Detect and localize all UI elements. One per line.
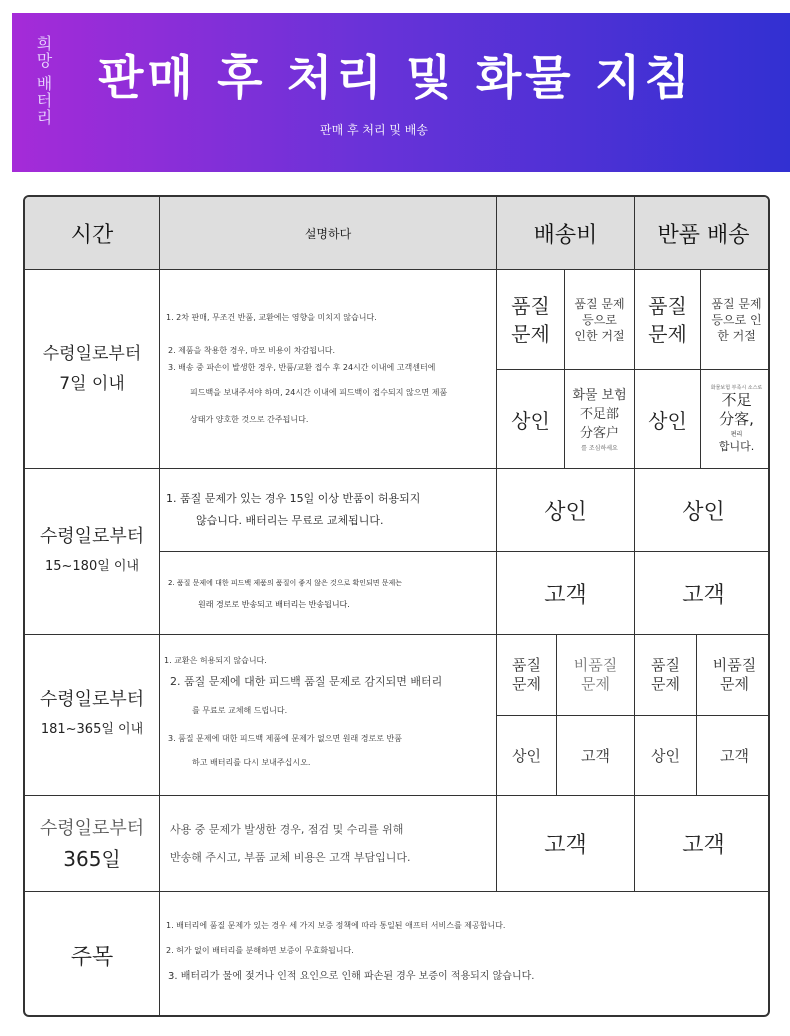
desc-line: 1. 품질 문제가 있는 경우 15일 이상 반품이 허용되지 [166,492,421,505]
period-15-180-days [25,469,160,635]
ship-merchant-15-180: 상인 [497,469,635,552]
desc-line: 2. 제품을 착용한 경우, 마모 비용이 차감됩니다. [168,346,336,355]
desc-line: 상태가 양호한 것으로 간주됩니다. [190,415,309,424]
ship-customer-15-180: 고객 [497,552,635,635]
desc-line: 반송해 주시고, 부품 교체 비용은 고객 부담입니다. [170,850,411,864]
ret-quality-problem: 품질 문제 [635,270,701,370]
ship-non-quality-181: 비품질 문제 [557,635,635,716]
ret-merchant-15-180: 상인 [635,469,770,552]
period-181-365-days [25,635,160,796]
note-item: 2. 허가 없이 배터리를 분해하면 보증이 무효화됩니다. [166,946,354,955]
ship-customer-365: 고객 [497,796,635,892]
desc-line: 3. 배송 중 파손이 발생한 경우, 반품/교환 접수 후 24시간 이내에 고객센터에 [168,363,436,372]
desc-365 [160,796,497,892]
period-range: 181~365일 이내 [40,722,144,737]
header-time: 시간 [25,197,160,270]
header-return: 반품 배송 [635,197,770,270]
desc-line: 피드백을 보내주셔야 하며, 24시간 이내에 피드백이 접수되지 않으면 제품 [190,388,448,397]
desc-line: 하고 배터리를 다시 보내주십시오. [192,758,311,767]
desc-15-180-a [160,469,497,552]
header-description: 설명하다 [160,197,497,270]
notes-label: 주목 [25,892,160,1017]
desc-line: 2. 품질 문제에 대한 피드백 품질 문제로 감지되면 배터리 [170,675,443,688]
desc-line: 를 무료로 교체해 드립니다. [192,706,288,715]
ship-customer-181: 고객 [557,716,635,796]
note-item: 3. 배터리가 물에 젖거나 인적 요인으로 인해 파손된 경우 보증이 적용되지 않습니다. [168,971,535,982]
ret-customer-181: 고객 [697,716,770,796]
ship-merchant-181: 상인 [497,716,557,796]
desc-line: 원래 경로로 반송되고 배터리는 반송됩니다. [198,600,350,609]
ret-insurance-end: 합니다. [718,440,755,453]
desc-line: 1. 2차 판매, 무조건 반품, 교환에는 영향을 미치지 않습니다. [166,313,377,322]
ret-insurance-note: 화물보험 부족시 소스로 [710,385,763,391]
ret-quality-reject: 품질 문제 등으로 인 한 거절 [701,270,770,370]
desc-line: 1. 교환은 허용되지 않습니다. [164,656,267,665]
desc-181-365 [160,635,497,796]
period-7-days [25,270,160,469]
page-title: 판매 후 처리 및 화물 지침 [98,51,694,106]
notes-content [160,892,770,1017]
ret-non-quality-181: 비품질 문제 [697,635,770,716]
ret-quality-181: 품질 문제 [635,635,697,716]
note-item: 1. 배터리에 품질 문제가 있는 경우 세 가지 보증 정책에 따라 통일된 애프터 서비스를 제공합니다. [166,921,506,930]
ret-insurance [701,370,770,469]
period-label: 수령일로부터 [42,344,142,364]
ret-customer-365: 고객 [635,796,770,892]
desc-line: 3. 품질 문제에 대한 피드백 제품에 문제가 없으면 원래 경로로 반품 [168,734,402,743]
period-range: 7일 이내 [59,374,125,394]
period-365-days [25,796,160,892]
ship-quality-reject: 품질 문제 등으로 인한 거절 [565,270,635,370]
ret-insurance-small: 편리 [730,431,743,438]
ship-insurance [565,370,635,469]
header-shipping: 배송비 [497,197,635,270]
ship-insurance-text: 화물 보험 不足部 分客户 [572,388,627,441]
brand-label: 희망 배터리 [34,35,53,127]
ship-quality-181: 품질 문제 [497,635,557,716]
ret-insurance-text: 不足 分客, [719,391,754,428]
desc-line: 않습니다. 배터리는 무료로 교체됩니다. [196,514,384,527]
desc-line: 사용 중 문제가 발생한 경우, 점검 및 수리를 위해 [170,822,404,836]
period-label: 수령일로부터 [39,689,145,710]
desc-7-days [160,270,497,469]
period-range: 365일 [63,846,121,871]
policy-table [23,195,770,1017]
period-range: 15~180일 이내 [44,558,140,574]
desc-15-180-b [160,552,497,635]
ret-merchant-181: 상인 [635,716,697,796]
desc-line: 2. 품질 문제에 대한 피드백 제품의 품질이 좋지 않은 것으로 확인되면 문제는 [168,579,403,587]
ship-quality-problem: 품질 문제 [497,270,565,370]
period-label: 수령일로부터 [39,525,145,547]
ret-customer-15-180: 고객 [635,552,770,635]
ship-insurance-note: 를 조심하세요 [581,445,618,452]
ret-merchant: 상인 [635,370,701,469]
period-label: 수령일로부터 [39,817,145,839]
ship-merchant: 상인 [497,370,565,469]
page-subtitle: 판매 후 처리 및 배송 [320,123,428,137]
header-banner [12,13,790,172]
